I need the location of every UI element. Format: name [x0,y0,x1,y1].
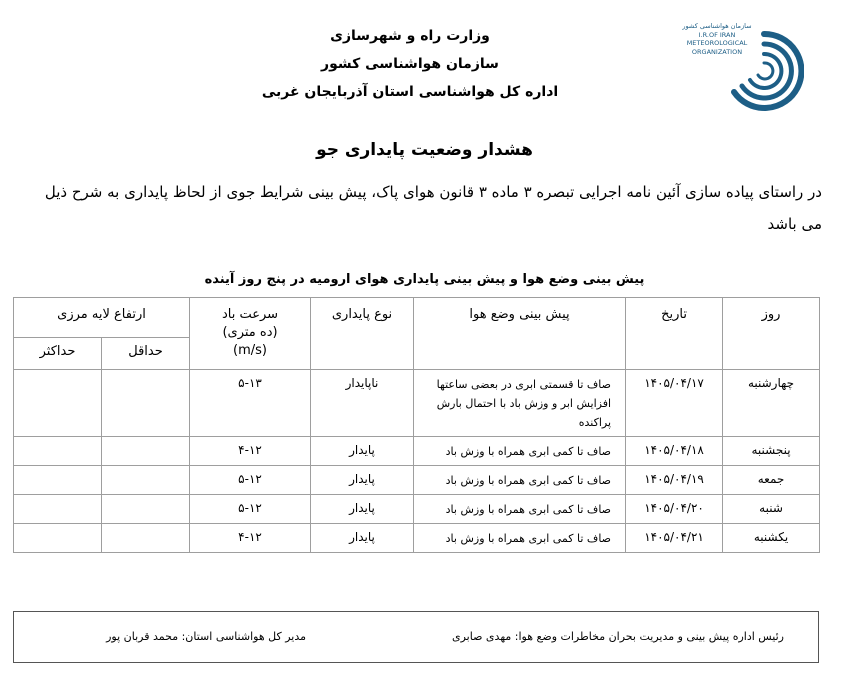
cell-stability: پایدار [349,443,375,457]
cell-forecast: صاف تا کمی ابری همراه با وزش باد [445,532,612,545]
cell-wind: ۴-۱۲ [238,443,262,457]
cell-max [14,437,101,446]
cell-forecast: صاف تا کمی ابری همراه با وزش باد [445,474,612,487]
table-row [14,495,820,524]
cell-min [102,370,189,379]
cell-stability: پایدار [349,472,375,486]
cell-date: ۱۴۰۵/۰۴/۱۷ [644,376,704,390]
forecast-table [13,297,820,553]
logo-text-fa: سازمان هواشناسی کشور [682,22,752,30]
cell-day: شنبه [759,501,783,515]
meteorological-organization-logo [676,22,806,122]
header-stability: نوع پایداری [311,298,414,370]
cell-stability: ناپایدار [345,376,379,390]
signature-box [13,611,819,663]
logo-text-en3: ORGANIZATION [691,47,743,56]
table-row [14,437,820,466]
cell-max [14,370,101,379]
header-day: روز [723,298,820,370]
cell-wind: ۵-۱۲ [238,501,262,515]
cell-day: جمعه [757,472,785,486]
cell-day: چهارشنبه [747,376,795,390]
ministry-name: وزارت راه و شهرسازی [330,28,490,44]
header-wind-line3: (m/s) [233,343,267,358]
letterhead [200,22,620,106]
header-forecast: پیش بینی وضع هوا [414,298,626,370]
table-row [14,466,820,495]
signature-director-general: مدیر کل هواشناسی استان: محمد قربان پور [106,630,306,643]
cell-wind: ۴-۱۲ [238,530,262,544]
cell-stability: پایدار [349,501,375,515]
cell-date: ۱۴۰۵/۰۴/۱۸ [644,443,704,457]
logo-text-en1: I.R.OF IRAN [698,30,736,39]
header-wind-line1: سرعت باد [221,307,279,322]
cell-min [102,524,189,533]
cell-date: ۱۴۰۵/۰۴/۲۰ [644,501,704,515]
cell-min [102,466,189,475]
department-name: اداره کل هواشناسی استان آذربایجان غربی [261,84,559,100]
cell-wind: ۵-۱۳ [238,376,262,390]
header-min: حداقل [102,338,190,370]
signature-forecast-head: رئیس اداره پیش بینی و مدیریت بحران مخاطرات وضع هوا: مهدی صابری [452,630,784,643]
cell-wind: ۵-۱۲ [238,472,262,486]
header-max: حداکثر [14,338,102,370]
cell-day: پنجشنبه [751,443,791,457]
table-row [14,370,820,437]
intro-paragraph: در راستای پیاده سازی آئین نامه اجرایی تبصره ۳ ماده ۳ قانون هوای پاک، پیش بینی شرایط جوی از لحاظ پایداری به شرح ذیل می باشد [44,183,822,233]
cell-date: ۱۴۰۵/۰۴/۲۱ [644,530,704,544]
header-mixing-height: ارتفاع لایه مرزی [14,298,190,338]
cell-min [102,495,189,504]
cell-day: یکشنبه [753,530,789,544]
cell-min [102,437,189,446]
header-wind [190,298,311,370]
cell-forecast: صاف تا کمی ابری همراه با وزش باد [445,445,612,458]
cell-max [14,524,101,533]
logo-text-en2: METEOROLOGICAL [686,39,748,47]
cell-forecast: صاف تا کمی ابری همراه با وزش باد [445,503,612,516]
table-title: پیش بینی وضع هوا و پیش بینی پایداری هوای ارومیه در پنج روز آینده [204,272,645,287]
header-wind-line2: (ده متری) [222,325,278,340]
table-row [14,524,820,553]
cell-date: ۱۴۰۵/۰۴/۱۹ [644,472,704,486]
cell-forecast: صاف تا قسمتی ابری در بعضی ساعتها افزایش ابر و وزش باد با احتمال بارش پراکنده [436,378,612,429]
header-date: تاریخ [626,298,723,370]
organization-name: سازمان هواشناسی کشور [321,56,499,72]
logo-emblem-icon [724,28,804,114]
cell-max [14,466,101,475]
cell-stability: پایدار [349,530,375,544]
cell-max [14,495,101,504]
warning-title: هشدار وضعیت پایداری جو [316,140,533,160]
